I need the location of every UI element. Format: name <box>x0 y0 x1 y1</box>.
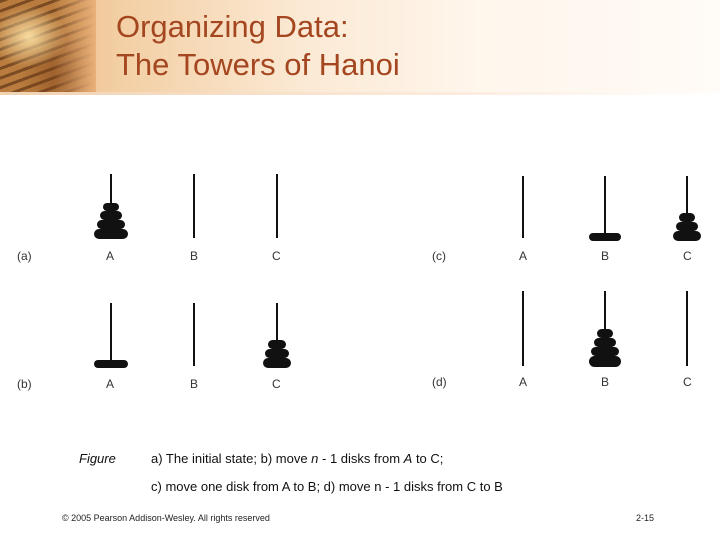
peg-label-a: A <box>519 375 528 389</box>
figure-label: Figure <box>79 451 116 466</box>
disk <box>589 233 621 241</box>
disk <box>97 220 125 229</box>
peg-label-a: A <box>106 249 115 263</box>
disk <box>679 213 695 222</box>
panel-label-b: (b) <box>17 377 32 391</box>
peg-label-b: B <box>601 375 610 389</box>
caption-line-1 <box>151 451 443 466</box>
copyright-notice: © 2005 Pearson Addison-Wesley. All rights reserved <box>62 513 270 523</box>
disk <box>103 203 119 211</box>
disk <box>265 349 289 358</box>
peg-label-b: B <box>601 249 610 263</box>
peg-label-a: A <box>106 377 115 391</box>
caption-text: - 1 disks from <box>318 451 404 466</box>
panel-label-d: (d) <box>432 375 447 389</box>
page-number: 2-15 <box>636 513 655 523</box>
caption-variable-n: n <box>311 451 319 466</box>
caption-text: to C; <box>412 451 444 466</box>
peg-label-b: B <box>190 377 199 391</box>
disk <box>676 222 698 231</box>
title-line-2: The Towers of Hanoi <box>116 47 400 82</box>
disk <box>263 358 291 368</box>
peg-label-c: C <box>683 249 692 263</box>
disk <box>94 360 128 368</box>
disk <box>589 356 621 367</box>
panel-d <box>432 291 692 389</box>
disk <box>591 347 619 356</box>
disk <box>673 231 701 241</box>
disk <box>94 229 128 239</box>
panel-b <box>17 303 291 391</box>
peg-label-c: C <box>683 375 692 389</box>
disk <box>268 340 286 349</box>
peg-label-c: C <box>272 249 281 263</box>
title-line-1: Organizing Data: <box>116 9 349 44</box>
caption-line-2: c) move one disk from A to B; d) move n - 1 disks from C to B <box>151 479 503 494</box>
disk <box>100 211 122 220</box>
panel-label-c: (c) <box>432 249 446 263</box>
disk <box>594 338 616 347</box>
peg-label-c: C <box>272 377 281 391</box>
peg-label-b: B <box>190 249 199 263</box>
disk <box>597 329 613 338</box>
panel-c <box>432 176 701 263</box>
peg-label-a: A <box>519 249 528 263</box>
caption-text: a) The initial state; b) move <box>151 451 312 466</box>
panel-label-a: (a) <box>17 249 32 263</box>
caption-peg-a: A <box>403 451 413 466</box>
panel-a <box>17 174 281 263</box>
